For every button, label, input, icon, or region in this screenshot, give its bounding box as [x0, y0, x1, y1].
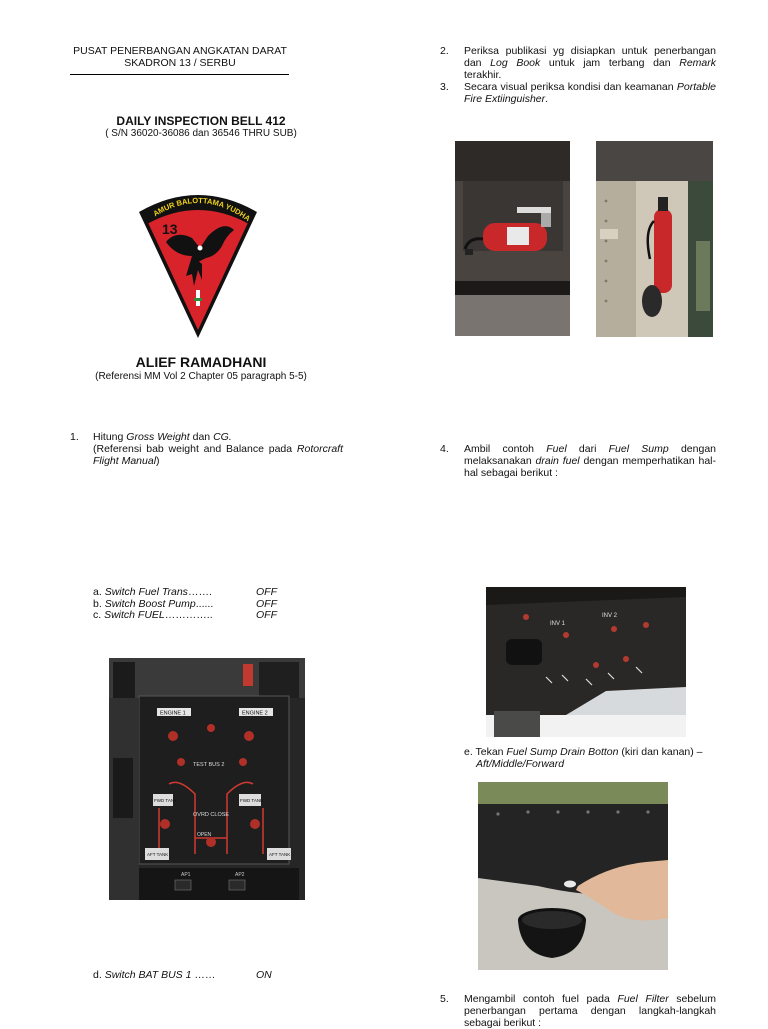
panel-label-open: OPEN [197, 832, 212, 838]
switch-value: ON [256, 969, 272, 981]
panel-label-test-bus: TEST BUS 2 [193, 762, 225, 768]
switch-item-d: d. Switch BAT BUS 1 …… ON [93, 969, 272, 981]
item-2-text: Periksa publikasi yg disiapkan untuk penerbangan dan Log Book untuk jam terbang dan Remark terakhir. [464, 45, 717, 81]
squadron-name: SKADRON 13 / SERBU [124, 57, 236, 69]
panel-label-aft-tank-left: AFT TANK [147, 852, 169, 857]
item-e-text: e. Tekan Fuel Sump Drain Botton (kiri dan kanan) – Aft/Middle/Forward [464, 746, 703, 770]
emblem-banner-text: AMUR BALOTTAMA YUDHA [151, 195, 253, 224]
panel-label-engine1: ENGINE 1 [160, 710, 186, 717]
switch-value: OFF [256, 609, 277, 621]
org-name: PUSAT PENERBANGAN ANGKATAN DARAT [73, 45, 287, 57]
switch-value: OFF [256, 597, 277, 610]
fuel-sump-photo [478, 782, 668, 970]
reference-note: (Referensi MM Vol 2 Chapter 05 paragraph 5-5) [95, 371, 307, 382]
switch-item: a. Switch Fuel Trans……. OFF [93, 586, 277, 598]
item-1-text: Hitung Gross Weight dan CG. (Referensi bab weight and Balance pada Rotorcraft Flight Manual) [93, 431, 343, 467]
panel-label-engine2: ENGINE 2 [242, 710, 268, 717]
item-1-number: 1. [70, 431, 79, 443]
panel-label-ap1: AP1 [181, 872, 191, 878]
document-title: DAILY INSPECTION BELL 412 [116, 114, 286, 128]
switch-value: OFF [256, 586, 277, 598]
inverter-panel-photo [486, 587, 686, 737]
switch-list [93, 587, 293, 622]
item-5-number: 5. [440, 993, 449, 1005]
item-4-number: 4. [440, 443, 449, 455]
item-4-text: Ambil contoh Fuel dari Fuel Sump dengan melaksanakan drain fuel dengan memperhatikan hal-hal sebagai berikut : [464, 443, 717, 479]
fire-extinguisher-photo-2 [596, 141, 713, 337]
switch-item: c. Switch FUEL………….. OFF [93, 609, 277, 621]
item-5-text: Mengambil contoh fuel pada Fuel Filter sebelum penerbangan pertama dengan langkah-langkah sebagai berikut : [464, 993, 716, 1029]
fire-extinguisher-photo-1 [455, 141, 570, 336]
item-2-number: 2. [440, 45, 449, 57]
panel-label-fwd-tank-right: FWD TANK [240, 798, 264, 803]
panel-label-aft-tank-right: AFT TANK [269, 852, 291, 857]
document-subtitle: ( S/N 36020-36086 dan 36546 THRU SUB) [105, 128, 297, 139]
panel-label-ovrd-close: OVRD CLOSE [193, 812, 230, 818]
item-3-text: Secara visual periksa kondisi dan keamanan Portable Fire Extiinguisher. [464, 81, 716, 105]
header-divider [70, 74, 289, 75]
author-name: ALIEF RAMADHANI [135, 354, 267, 370]
item-3-number: 3. [440, 81, 449, 93]
panel-label-fwd-tank-left: FWD TANK [154, 798, 178, 803]
fuel-panel-photo [109, 658, 305, 900]
emblem-number: 13 [162, 221, 178, 237]
panel-label-inv1: INV 1 [550, 621, 566, 627]
panel-label-inv2: INV 2 [602, 613, 618, 619]
squadron-emblem [136, 190, 260, 340]
document-header [60, 45, 300, 69]
switch-item: b. Switch Boost Pump...... OFF [93, 597, 277, 610]
panel-label-ap2: AP2 [235, 872, 245, 878]
